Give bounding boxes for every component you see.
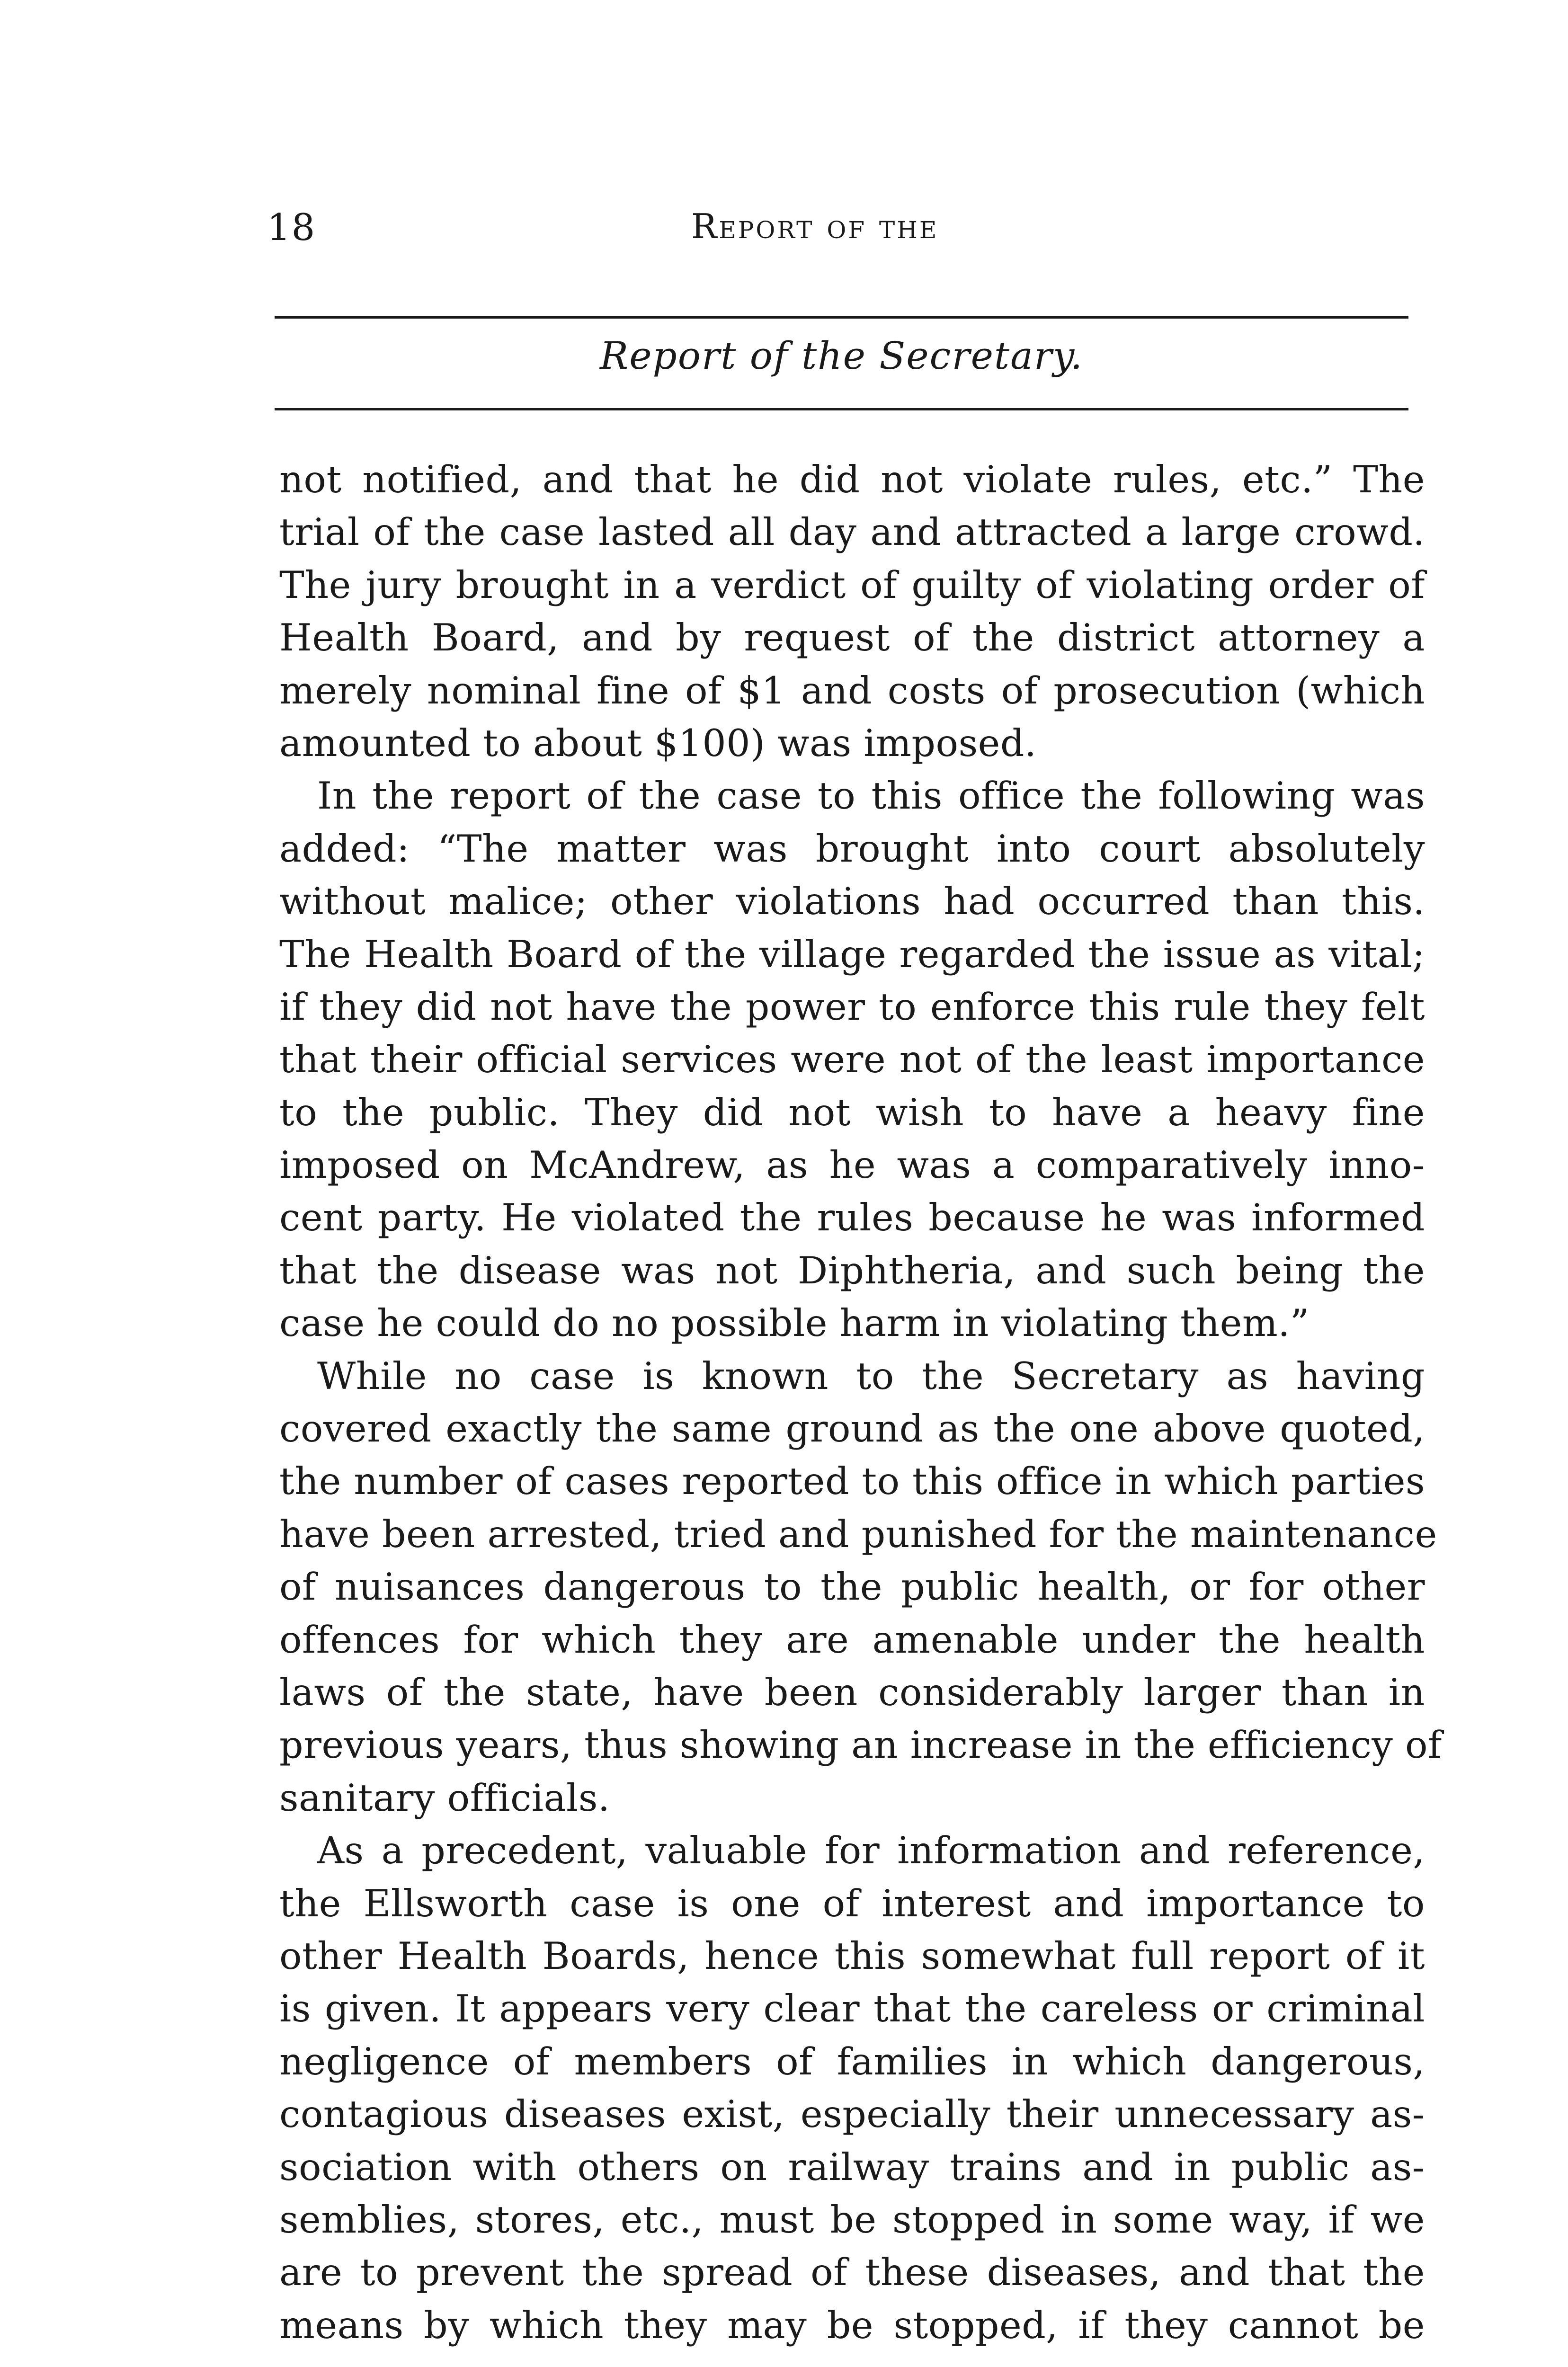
text-line: to the public. They did not wish to have a heavy fine (279, 1090, 1425, 1134)
text-line: not notified, and that he did not violate rules, etc.” The (279, 458, 1425, 501)
text-line: As a precedent, valuable for information and reference, (317, 1829, 1425, 1873)
text-line: semblies, stores, etc., must be stopped in some way, if we (279, 2198, 1425, 2242)
text-line: covered exactly the same ground as the one above quoted, (279, 1407, 1425, 1451)
page-number: 18 (267, 206, 316, 249)
text-line: that the disease was not Diphtheria, and such being the (279, 1248, 1425, 1292)
text-line: In the report of the case to this office the following was (317, 774, 1425, 818)
header-rule-bottom (275, 408, 1408, 410)
text-line: without malice; other violations had occurred than this. (279, 880, 1425, 924)
text-line: amounted to about $100) was imposed. (279, 721, 1037, 765)
text-line: While no case is known to the Secretary as having (317, 1354, 1425, 1398)
text-line: means by which they may be stopped, if they cannot be (279, 2303, 1425, 2347)
text-line: added: “The matter was brought into court absolutely (279, 827, 1425, 871)
header-rule-top (275, 316, 1408, 319)
text-line: imposed on McAndrew, as he was a comparatively inno- (279, 1143, 1425, 1187)
text-line: if they did not have the power to enforce this rule they felt (279, 985, 1425, 1029)
text-line: contagious diseases exist, especially their unnecessary as- (279, 2092, 1425, 2136)
text-line: The jury brought in a verdict of guilty of violating order of (279, 563, 1425, 607)
text-line: sociation with others on railway trains and in public as- (279, 2145, 1425, 2189)
text-line: sanitary officials. (279, 1776, 610, 1820)
text-line: the number of cases reported to this office in which parties (279, 1459, 1425, 1504)
text-line: the Ellsworth case is one of interest and importance to (279, 1881, 1425, 1925)
text-line: cent party. He violated the rules because he was informed (279, 1196, 1425, 1240)
text-line: that their official services were not of the least importance (279, 1038, 1425, 1082)
running-head: Report of the (691, 206, 939, 246)
text-line: of nuisances dangerous to the public health, or for other (279, 1565, 1425, 1609)
text-line: offences for which they are amenable under the health (279, 1618, 1425, 1662)
text-line: are to prevent the spread of these diseases, and that the (279, 2251, 1425, 2295)
text-line: is given. It appears very clear that the careless or criminal (279, 1987, 1425, 2031)
body-text (279, 454, 1442, 2352)
text-line: The Health Board of the village regarded the issue as vital; (279, 932, 1425, 976)
text-line: merely nominal fine of $1 and costs of prosecution (which (279, 668, 1425, 712)
text-line: negligence of members of families in which dangerous, (279, 2039, 1425, 2083)
text-line: trial of the case lasted all day and attracted a large crowd. (279, 510, 1425, 554)
text-line: Health Board, and by request of the district attorney a (279, 616, 1425, 660)
text-line: case he could do no possible harm in violating them.” (279, 1301, 1310, 1345)
text-line: laws of the state, have been considerably larger than in (279, 1670, 1425, 1714)
text-line: have been arrested, tried and punished for the maintenance (279, 1512, 1437, 1556)
text-line: other Health Boards, hence this somewhat full report of it (279, 1934, 1425, 1978)
section-title: Report of the Secretary. (599, 334, 1084, 378)
text-line: previous years, thus showing an increase in the efficiency of (279, 1723, 1442, 1767)
